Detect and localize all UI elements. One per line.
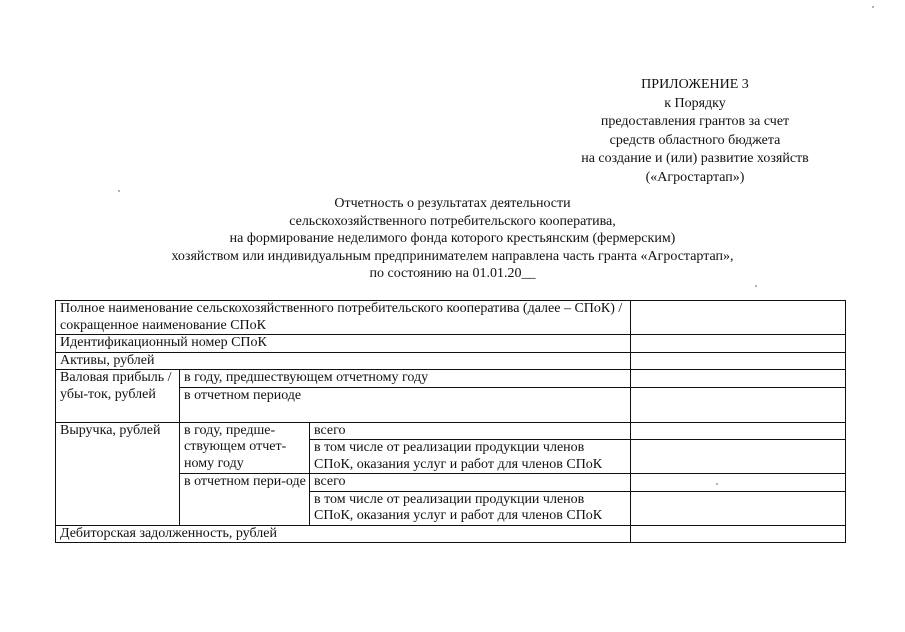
scan-speck — [755, 285, 757, 287]
value-cell[interactable] — [631, 335, 846, 353]
reporting-period-label: в отчетном периоде — [180, 387, 631, 422]
appendix-line: предоставления грантов за счет — [600, 114, 790, 129]
value-cell[interactable] — [631, 440, 846, 474]
full-name-label: Полное наименование сельскохозяйственного потребительского кооператива (далее – СПоК) / сокращенное наименование СПоК — [56, 301, 631, 335]
value-cell[interactable] — [631, 525, 846, 543]
including-label: в том числе от реализации продукции членов СПоК, оказания услуг и работ для членов СПоК — [310, 491, 631, 525]
scan-speck — [872, 6, 874, 8]
assets-label: Активы, рублей — [56, 352, 631, 370]
value-cell[interactable] — [631, 301, 846, 335]
appendix-line: к Порядку — [664, 95, 726, 111]
revenue-reporting-period-label: в отчетном пери-оде — [180, 474, 310, 526]
table-row — [56, 370, 846, 388]
including-label: в том числе от реализации продукции членов СПоК, оказания услуг и работ для членов СПоК — [310, 440, 631, 474]
prev-year-label: в году, предшествующем отчетному году — [180, 370, 631, 388]
title-line: Отчетность о результатах деятельности — [334, 196, 571, 211]
value-cell[interactable] — [631, 474, 846, 492]
table-row — [56, 301, 846, 335]
title-line: на формирование неделимого фонда которого крестьянским (фермерским) — [229, 231, 676, 246]
scan-speck — [118, 190, 120, 192]
value-cell[interactable] — [631, 352, 846, 370]
document-title — [0, 195, 905, 283]
title-line: по состоянию на 01.01.20__ — [369, 266, 536, 281]
table-row — [56, 422, 846, 440]
value-cell[interactable] — [631, 491, 846, 525]
id-number-label: Идентификационный номер СПоК — [56, 335, 631, 353]
appendix-line: («Агростартап») — [645, 169, 745, 185]
appendix-line: средств областного бюджета — [609, 132, 781, 148]
gross-profit-label: Валовая прибыль / убы-ток, рублей — [56, 370, 180, 423]
title-line: хозяйством или индивидуальным предпринимателем направлена часть гранта «Агростартап», — [171, 248, 734, 264]
total-label: всего — [310, 474, 631, 492]
table-row — [56, 352, 846, 370]
receivables-label: Дебиторская задолженность, рублей — [56, 525, 631, 543]
total-label: всего — [310, 422, 631, 440]
title-line: сельскохозяйственного потребительского кооператива, — [289, 213, 616, 229]
table-row — [56, 525, 846, 543]
value-cell[interactable] — [631, 370, 846, 388]
scan-speck — [716, 483, 718, 485]
value-cell[interactable] — [631, 387, 846, 422]
appendix-line: ПРИЛОЖЕНИЕ 3 — [641, 77, 749, 92]
value-cell[interactable] — [631, 422, 846, 440]
table-row — [56, 335, 846, 353]
revenue-prev-year-label: в году, предше-ствующем отчет-ному году — [180, 422, 310, 474]
appendix-header — [545, 76, 845, 187]
appendix-line: на создание и (или) развитие хозяйств — [581, 151, 809, 166]
report-table — [55, 300, 846, 543]
revenue-label: Выручка, рублей — [56, 422, 180, 525]
